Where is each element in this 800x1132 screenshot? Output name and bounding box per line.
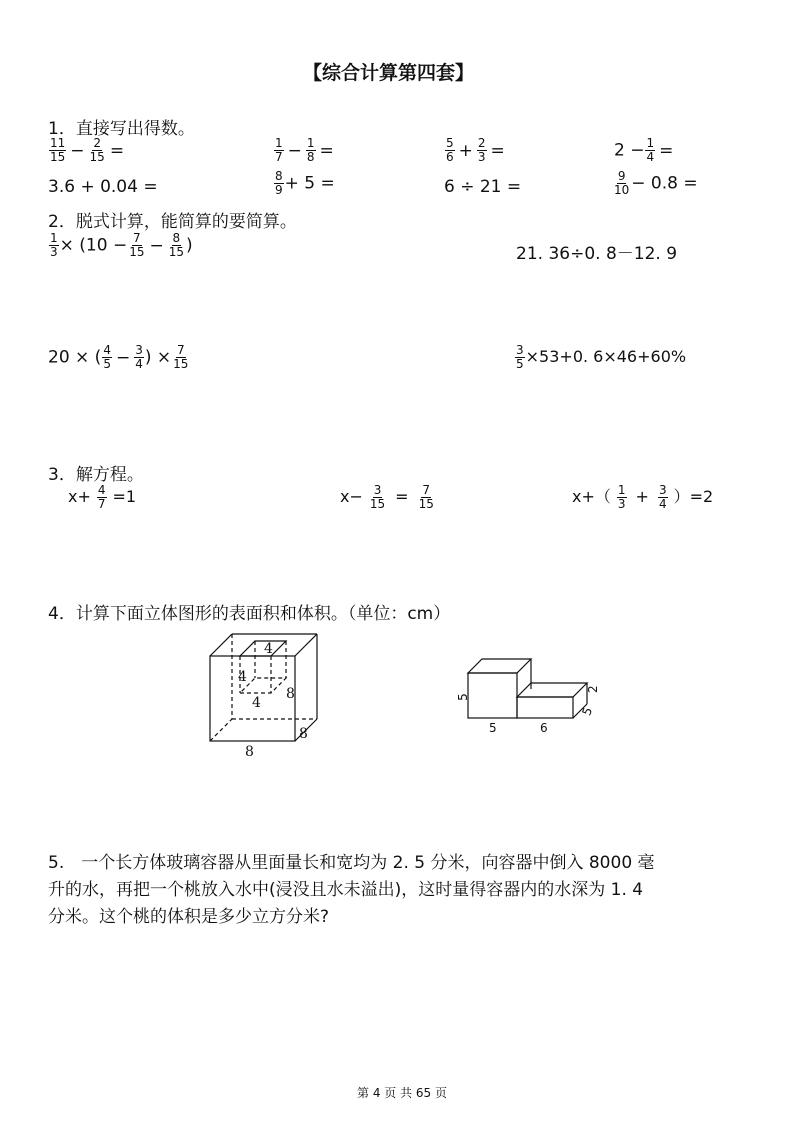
prism-label-depth: 5 bbox=[579, 705, 596, 718]
q5-line-2: 升的水，再把一个桃放入水中(浸没且水未溢出)，这时量得容器内的水深为 1. 4 bbox=[48, 880, 644, 900]
prism-label-height: 2 bbox=[586, 685, 600, 693]
cube-label-top: 4 bbox=[264, 641, 273, 657]
step-prism-figure bbox=[452, 645, 612, 740]
q1-heading: 1．直接写出得数。 bbox=[48, 119, 195, 139]
q3-equation-3: x+（ $\frac{1}{3}$ + $\frac{3}{4}$ ）=2 bbox=[572, 483, 714, 511]
q2-expr-2: 21. 36÷0. 8－12. 9 bbox=[516, 244, 678, 264]
cube-label-bottom: 8 bbox=[245, 744, 254, 760]
q1-item-5: 3.6 + 0.04 = bbox=[48, 177, 158, 197]
q1-item-1: $\frac{11}{15}$ − $\frac{2}{15}$ = bbox=[50, 136, 125, 164]
q3-equation-2: x− $\frac{3}{15}$ = $\frac{7}{15}$ bbox=[340, 483, 434, 511]
q1-item-6: $\frac{8}{9}$ + 5 = bbox=[275, 169, 335, 197]
q1-item-3: $\frac{5}{6}$ + $\frac{2}{3}$ = bbox=[446, 136, 505, 164]
prism-label-left: 5 bbox=[456, 693, 470, 701]
q2-heading: 2．脱式计算，能简算的要简算。 bbox=[48, 212, 297, 232]
q5-line-3: 分米。这个桃的体积是多少立方分米? bbox=[48, 907, 330, 927]
cube-label-inner-side: 4 bbox=[238, 669, 247, 685]
q3-equation-1: x+ $\frac{4}{7}$ =1 bbox=[68, 483, 137, 511]
q1-item-8: $\frac{9}{10}$ − 0.8 = bbox=[614, 169, 698, 197]
q1-item-4: 2 − $\frac{1}{4}$ = bbox=[614, 136, 674, 164]
page-number: 第 4 页 共 65 页 bbox=[357, 1086, 447, 1100]
cube-label-depth: 8 bbox=[299, 726, 308, 742]
q5-line-1: 5. 一个长方体玻璃容器从里面量长和宽均为 2. 5 分米，向容器中倒入 8000 毫 bbox=[48, 853, 655, 873]
prism-label-bottom-left: 5 bbox=[489, 721, 497, 735]
q3-heading: 3．解方程。 bbox=[48, 465, 144, 485]
cube-label-inner-bottom: 4 bbox=[252, 695, 261, 711]
q1-item-7: 6 ÷ 21 = bbox=[444, 177, 522, 197]
q2-expr-1: $\frac{1}{3}$ × (10 − $\frac{7}{15}$ − $\frac{8}{15}$ ) bbox=[50, 231, 193, 259]
q2-expr-3: 20 × ( $\frac{4}{5}$ − $\frac{3}{4}$ ) × $\frac{7}{15}$ bbox=[48, 343, 189, 371]
prism-label-bottom-right: 6 bbox=[540, 721, 548, 735]
page-title: 【综合计算第四套】 bbox=[303, 62, 475, 84]
cube-with-hole-figure bbox=[200, 626, 330, 761]
q1-item-2: $\frac{1}{7}$ − $\frac{1}{8}$ = bbox=[275, 136, 334, 164]
cube-label-right: 8 bbox=[286, 686, 295, 702]
q2-expr-4: $\frac{3}{5}$ ×53+0. 6×46+60% bbox=[516, 343, 687, 371]
q4-heading: 4．计算下面立体图形的表面积和体积。（单位：cm） bbox=[48, 604, 451, 624]
